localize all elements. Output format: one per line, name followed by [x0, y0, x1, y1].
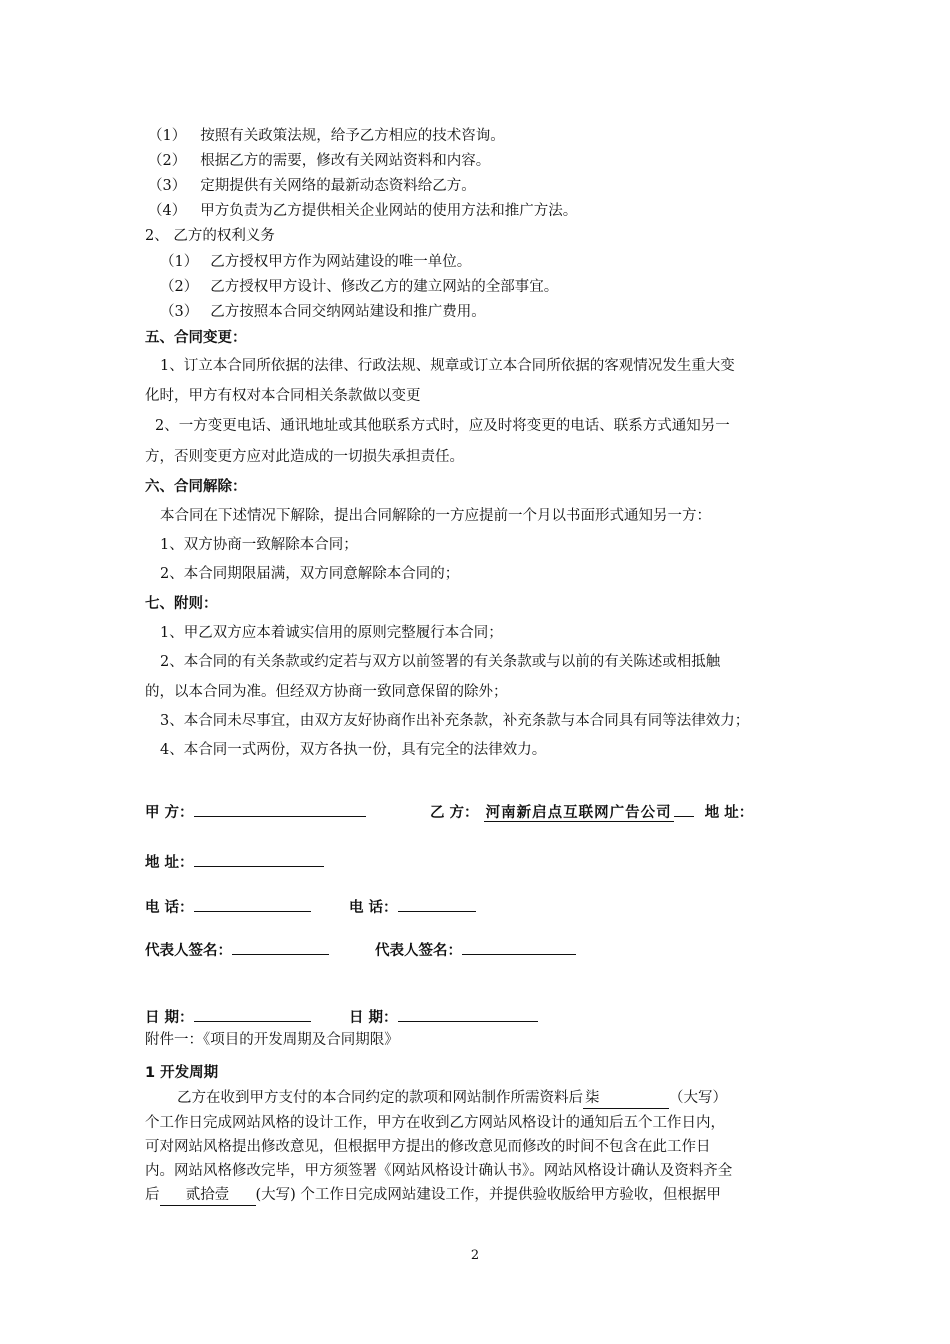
phone-row-b — [349, 895, 476, 918]
fill-in-value: 贰拾壹 — [160, 1185, 256, 1206]
phone-field-a[interactable] — [194, 895, 311, 912]
item-number: （2） — [160, 279, 199, 295]
section7-item-4: 4、本合同一式两份，双方各执一份，具有完全的法律效力。 — [160, 742, 547, 758]
partyB-item-3 — [160, 302, 486, 322]
section7-item-1: 1、甲乙双方应本着诚实信用的原则完整履行本合同； — [160, 625, 503, 641]
phone-label-b: 电 话： — [349, 900, 398, 916]
address-field[interactable] — [194, 850, 324, 867]
appendix-text: 乙方在收到甲方支付的本合同约定的款项和网站制作所需资料后 — [177, 1090, 583, 1106]
appendix-line-5 — [145, 1185, 721, 1206]
date-row-a — [145, 1005, 311, 1028]
rep-signature-field-a[interactable] — [232, 938, 329, 955]
partyA-item-1 — [148, 126, 505, 146]
item-number: （3） — [160, 304, 199, 320]
rep-signature-field-b[interactable] — [462, 938, 576, 955]
rep-label-a: 代表人签名： — [145, 943, 232, 959]
section5-p1-line1: 1、订立本合同所依据的法律、行政法规、规章或订立本合同所依据的客观情况发生重大变 — [160, 358, 735, 374]
phone-row-a — [145, 895, 311, 918]
appendix-line-1 — [177, 1088, 727, 1109]
address-row — [145, 850, 324, 873]
item-number: （2） — [148, 153, 187, 169]
rep-label-b: 代表人签名： — [375, 943, 462, 959]
partyB-signature-row — [430, 800, 753, 823]
date-field-a[interactable] — [194, 1005, 311, 1022]
section7-title: 七、附则： — [145, 596, 218, 612]
partyA-item-3 — [148, 176, 476, 196]
section5-title: 五、合同变更： — [145, 330, 247, 346]
rep-row-a — [145, 938, 329, 961]
partyB-heading: 2、 乙方的权利义务 — [145, 228, 275, 244]
section6-item-1: 1、双方协商一致解除本合同； — [160, 537, 358, 553]
appendix-text: （大写） — [669, 1090, 727, 1106]
partyA-label: 甲 方： — [145, 805, 194, 821]
item-text: 乙方授权甲方作为网站建设的唯一单位。 — [210, 254, 472, 270]
partyB-address-label: 地 址： — [704, 805, 754, 821]
item-text: 乙方按照本合同交纳网站建设和推广费用。 — [210, 304, 486, 320]
date-row-b — [349, 1005, 538, 1028]
section6-intro: 本合同在下述情况下解除，提出合同解除的一方应提前一个月以书面形式通知另一方： — [160, 508, 711, 524]
item-text: 按照有关政策法规，给予乙方相应的技术咨询。 — [200, 128, 505, 144]
item-number: （1） — [148, 128, 187, 144]
section6-item-2: 2、本合同期限届满，双方同意解除本合同的； — [160, 566, 460, 582]
item-text: 乙方授权甲方设计、修改乙方的建立网站的全部事宜。 — [210, 279, 559, 295]
address-label: 地 址： — [145, 855, 194, 871]
partyA-signature-row — [145, 800, 366, 823]
item-text: 根据乙方的需要，修改有关网站资料和内容。 — [200, 153, 491, 169]
partyB-name: 河南新启点互联网广告公司 — [485, 805, 672, 821]
item-number: （3） — [148, 178, 187, 194]
phone-field-b[interactable] — [398, 895, 476, 912]
page-number: 2 — [470, 1248, 480, 1263]
partyA-name-field[interactable] — [194, 800, 366, 817]
section5-p2-line1: 2、一方变更电话、通讯地址或其他联系方式时，应及时将变更的电话、联系方式通知另一 — [155, 418, 730, 434]
item-text: 甲方负责为乙方提供相关企业网站的使用方法和推广方法。 — [200, 203, 578, 219]
appendix-text: (大写) 个工作日完成网站建设工作，并提供验收版给甲方验收，但根据甲 — [255, 1187, 721, 1203]
partyA-item-2 — [148, 151, 490, 171]
underline-fill — [674, 800, 694, 817]
phone-label-a: 电 话： — [145, 900, 194, 916]
appendix-heading: 1 开发周期 — [145, 1065, 219, 1081]
partyA-item-4 — [148, 201, 577, 221]
rep-row-b — [375, 938, 576, 961]
fill-in-value: 柒 — [583, 1088, 669, 1109]
item-number: （1） — [160, 254, 199, 270]
date-label-a: 日 期： — [145, 1010, 194, 1026]
section7-item-2-line1: 2、本合同的有关条款或约定若与双方以前签署的有关条款或与以前的有关陈述或相抵触 — [160, 654, 721, 670]
partyB-item-1 — [160, 252, 471, 272]
appendix-text: 后 — [145, 1187, 160, 1203]
appendix-line-4: 内。网站风格修改完毕，甲方须签署《网站风格设计确认书》。网站风格设计确认及资料齐全 — [145, 1163, 733, 1179]
section5-p2-line2: 方，否则变更方应对此造成的一切损失承担责任。 — [145, 449, 464, 465]
section6-title: 六、合同解除： — [145, 479, 247, 495]
appendix-title: 附件一：《项目的开发周期及合同期限》 — [145, 1032, 399, 1048]
date-label-b: 日 期： — [349, 1010, 398, 1026]
item-text: 定期提供有关网络的最新动态资料给乙方。 — [200, 178, 476, 194]
partyB-label: 乙 方： — [430, 805, 479, 821]
date-field-b[interactable] — [398, 1005, 538, 1022]
section5-p1-line2: 化时，甲方有权对本合同相关条款做以变更 — [145, 388, 421, 404]
section7-item-3: 3、本合同未尽事宜，由双方友好协商作出补充条款，补充条款与本合同具有同等法律效力； — [160, 713, 750, 729]
appendix-line-2: 个工作日完成网站风格的设计工作，甲方在收到乙方网站风格设计的通知后五个工作日内， — [145, 1115, 725, 1131]
section7-item-2-line2: 的，以本合同为准。但经双方协商一致同意保留的除外； — [145, 684, 508, 700]
partyB-item-2 — [160, 277, 558, 297]
item-number: （4） — [148, 203, 187, 219]
appendix-line-3: 可对网站风格提出修改意见，但根据甲方提出的修改意见而修改的时间不包含在此工作日 — [145, 1139, 711, 1155]
